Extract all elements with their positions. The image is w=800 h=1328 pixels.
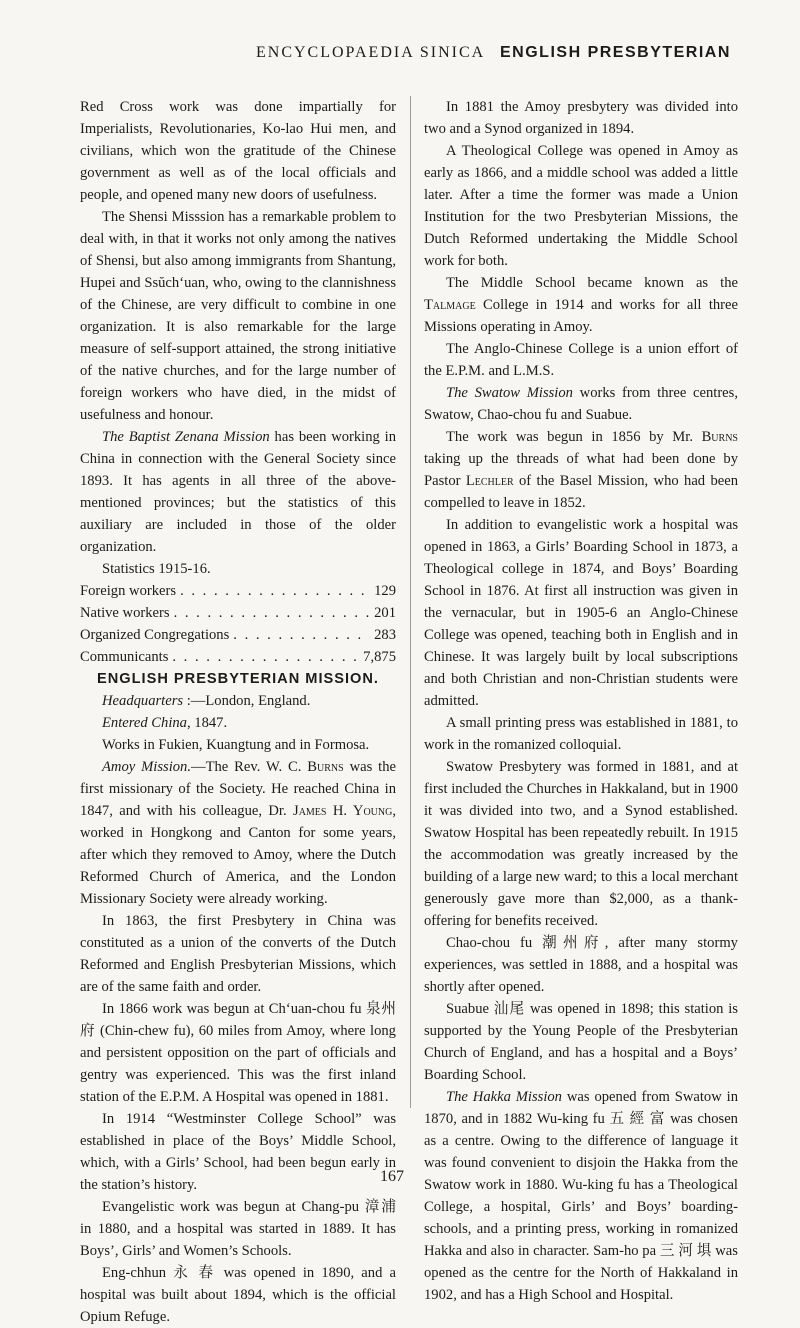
paragraph-text: was opened from Swatow in 1870, and in 1882 Wu-king fu [424, 1089, 739, 1127]
paragraph: Red Cross work was done impartially for Imperialists, Revolutionaries, Ko-lao Hui men, and civilians, which won the gratitude of the Chinese government as well as of the local officials and people, and opened many new doors of usefulness. [80, 99, 396, 203]
page-number: 167 [380, 1168, 404, 1185]
paragraph [80, 756, 396, 910]
person-name: Burns [701, 429, 738, 445]
paragraph-text: has been working in China in connection with the General Society since 1893. It has agents in all three of the above-mentioned provinces; but the statistics of this auxiliary are included in those of the older organization. [80, 429, 397, 555]
chinese-characters: 漳浦 [364, 1199, 396, 1215]
paragraph: A Theological College was opened in Amoy as early as 1866, and a middle school was added a little later. After a time the former was made a Union Institution for the two Presbyterian Missions, the Dutch Reformed undertaking the Middle School work for both. [424, 143, 738, 269]
person-name: Lechler [465, 473, 514, 489]
stats-table [80, 580, 396, 668]
headquarters-label: Headquarters [102, 693, 184, 709]
chinese-characters: 汕尾 [493, 1001, 526, 1017]
paragraph [424, 426, 738, 514]
paragraph-text: —The Rev. W. C. [191, 759, 308, 775]
entered-line [80, 712, 396, 734]
paragraph-text: Suabue [446, 1001, 494, 1017]
chinese-characters: 永 春 [173, 1265, 217, 1281]
paragraph [80, 1196, 396, 1262]
paragraph [424, 1086, 738, 1306]
college-name: Talmage [424, 297, 476, 313]
paragraph-text: Chao-chou fu [446, 935, 543, 951]
paragraph [80, 1262, 396, 1328]
paragraph: Swatow Presbytery was formed in 1881, and at first included the Churches in Hakkaland, but in 1900 it was divided into two, and a Synod established. Swatow Hospital has been repeatedly rebuilt. In 1915 the accommodation was greatly increased by the building of a large new ward; to this a local merchant generously gave more than $2,000, as a thank-offering for benefits received. [424, 759, 738, 929]
stat-row [80, 624, 396, 646]
mission-name: The Swatow Mission [446, 385, 573, 401]
paragraph-text: was opened in 1898; this station is supported by the Young People of the Presbyterian Church of England, and has a hospital and a Boys’ Boarding School. [424, 1001, 738, 1083]
mission-name: The Baptist Zenana Mission [102, 429, 270, 445]
paragraph: In 1914 “Westminster College School” was established in place of the Boys’ Middle School, which, with a Girls’ School, had been begun early in the station’s history. [80, 1111, 396, 1193]
paragraph-text: , worked in Hongkong and Canton for some years, after which they removed to Amoy, where the Dutch Reformed Church of America, and the London Missionary Society were already working. [80, 803, 396, 907]
paragraph-text: taking up the threads of what had been done by Pastor [424, 451, 738, 489]
mission-name: Amoy Mission. [102, 759, 191, 775]
chinese-characters: 潮州府 [542, 935, 605, 951]
paragraph [424, 382, 738, 426]
paragraph-text: was opened as the centre for the North of Hakkaland in 1902, and has a High School and Hospital. [424, 1243, 738, 1303]
chinese-characters: 泉州府 [80, 1001, 396, 1039]
paragraph-text: was opened in 1890, and a hospital was built about 1894, which is the official Opium Refuge. [80, 1265, 396, 1325]
entered-label: Entered China [102, 715, 187, 731]
section-heading: ENGLISH PRESBYTERIAN MISSION. [97, 671, 379, 687]
paragraph: In 1863, the first Presbytery in China was constituted as a union of the converts of the Dutch Reformed and English Presbyterian Missions, which are of the same faith and order. [80, 913, 396, 995]
stat-label: Native workers [80, 605, 170, 621]
headquarters-value: :—London, England. [183, 693, 311, 709]
paragraph: Works in Fukien, Kuangtung and in Formosa. [102, 737, 370, 753]
paragraph-text: The Middle School became known as the [446, 275, 738, 291]
stat-row [80, 580, 396, 602]
chinese-characters: 三 河 埧 [659, 1243, 712, 1259]
paragraph-text: , after many stormy experiences, was settled in 1888, and a hospital was shortly after opened. [424, 935, 738, 995]
paragraph: The Shensi Misssion has a remarkable problem to deal with, in that it works not only among the natives of Shensi, but also among immigrants from Shantung, Hupei and Ssŭch‘uan, who, owing to the clannishness of the Chinese, are very difficult to combine in one organization. It is also remarkable for the large measure of self-support attained, the strong initiative of the native churches, and for the large number of foreign workers who have died, in the midst of usefulness and honour. [80, 209, 396, 423]
column-divider [410, 96, 411, 1108]
paragraph: The Anglo-Chinese College is a union effort of the E.P.M. and L.M.S. [424, 341, 738, 379]
paragraph-text: in 1880, and a hospital was started in 1889. It has Boys’, Girls’ and Women’s Schools. [80, 1221, 396, 1259]
paragraph-text: (Chin-chew fu), 60 miles from Amoy, where long and persistent opposition on the part of officials and gentry was experienced. This was the first inland station of the E.P.M. A Hospital was opened in 1881. [80, 1023, 396, 1105]
paragraph-text: College in 1914 and works for all three Missions operating in Amoy. [424, 297, 738, 335]
stat-label: Foreign workers [80, 583, 177, 599]
mission-name: The Hakka Mission [446, 1089, 562, 1105]
header-title-left: ENCYCLOPAEDIA SINICA [256, 44, 486, 61]
left-column [80, 96, 396, 1328]
paragraph-text: was chosen as a centre. Owing to the difference of language it was found convenient to disjoin the Hakka from the Swatow work in 1880. Wu-king fu has a Theological College, a hospital, Girls’ and Boys’ boarding-schools, and a printing press, working in romanized Hakka and also in character. Sam-ho pa [424, 1111, 738, 1259]
paragraph: In 1881 the Amoy presbytery was divided into two and a Synod organized in 1894. [424, 99, 738, 137]
right-column [424, 96, 738, 1306]
paragraph [424, 272, 738, 338]
header-title-right: ENGLISH PRESBYTERIAN [500, 44, 731, 61]
stat-value: 201 [374, 605, 396, 621]
paragraph [424, 932, 738, 998]
stat-label: Organized Congregations [80, 627, 230, 643]
running-header [0, 44, 800, 68]
stat-value: 7,875 [363, 649, 396, 665]
dot-leader [180, 580, 370, 602]
stats-title: Statistics 1915-16. [102, 561, 211, 577]
paragraph: In addition to evangelistic work a hospital was opened in 1863, a Girls’ Boarding School in 1873, a Theological college in 1874, and Boys’ Boarding School in 1876. At first all instruction was given in the vernacular, but in 1905-6 an Anglo-Chinese College was opened, teaching both in English and in Chinese. It was largely built by local subscriptions and both Christian and non-Christian students were admitted. [424, 517, 738, 709]
paragraph-text: The work was begun in 1856 by Mr. [446, 429, 702, 445]
dot-leader [233, 624, 370, 646]
paragraph-text: was the first missionary of the Society. He reached China in 1847, and with his colleague, Dr. [80, 759, 396, 819]
stat-row [80, 602, 396, 624]
entered-value: , 1847. [186, 715, 228, 731]
headquarters-line [80, 690, 396, 712]
chinese-characters: 五 經 富 [609, 1111, 666, 1127]
stat-row [80, 646, 396, 668]
stat-label: Communicants [80, 649, 169, 665]
paragraph-text: In 1866 work was begun at Ch‘uan-chou fu [102, 1001, 367, 1017]
paragraph: A small printing press was established in 1881, to work in the romanized colloquial. [424, 715, 738, 753]
stat-value: 129 [374, 583, 396, 599]
stat-value: 283 [374, 627, 396, 643]
dot-leader [174, 602, 371, 624]
person-name: James H. Young [293, 803, 393, 819]
paragraph-text: of the Basel Mission, who had been compelled to leave in 1852. [424, 473, 738, 511]
paragraph [80, 426, 396, 558]
paragraph-text: works from three centres, Swatow, Chao-chou fu and Suabue. [424, 385, 738, 423]
paragraph [424, 998, 738, 1086]
paragraph-text: Eng-chhun [102, 1265, 174, 1281]
paragraph-text: Evangelistic work was begun at Chang-pu [102, 1199, 365, 1215]
dot-leader [172, 646, 359, 668]
paragraph [80, 998, 396, 1108]
person-name: Burns [307, 759, 344, 775]
